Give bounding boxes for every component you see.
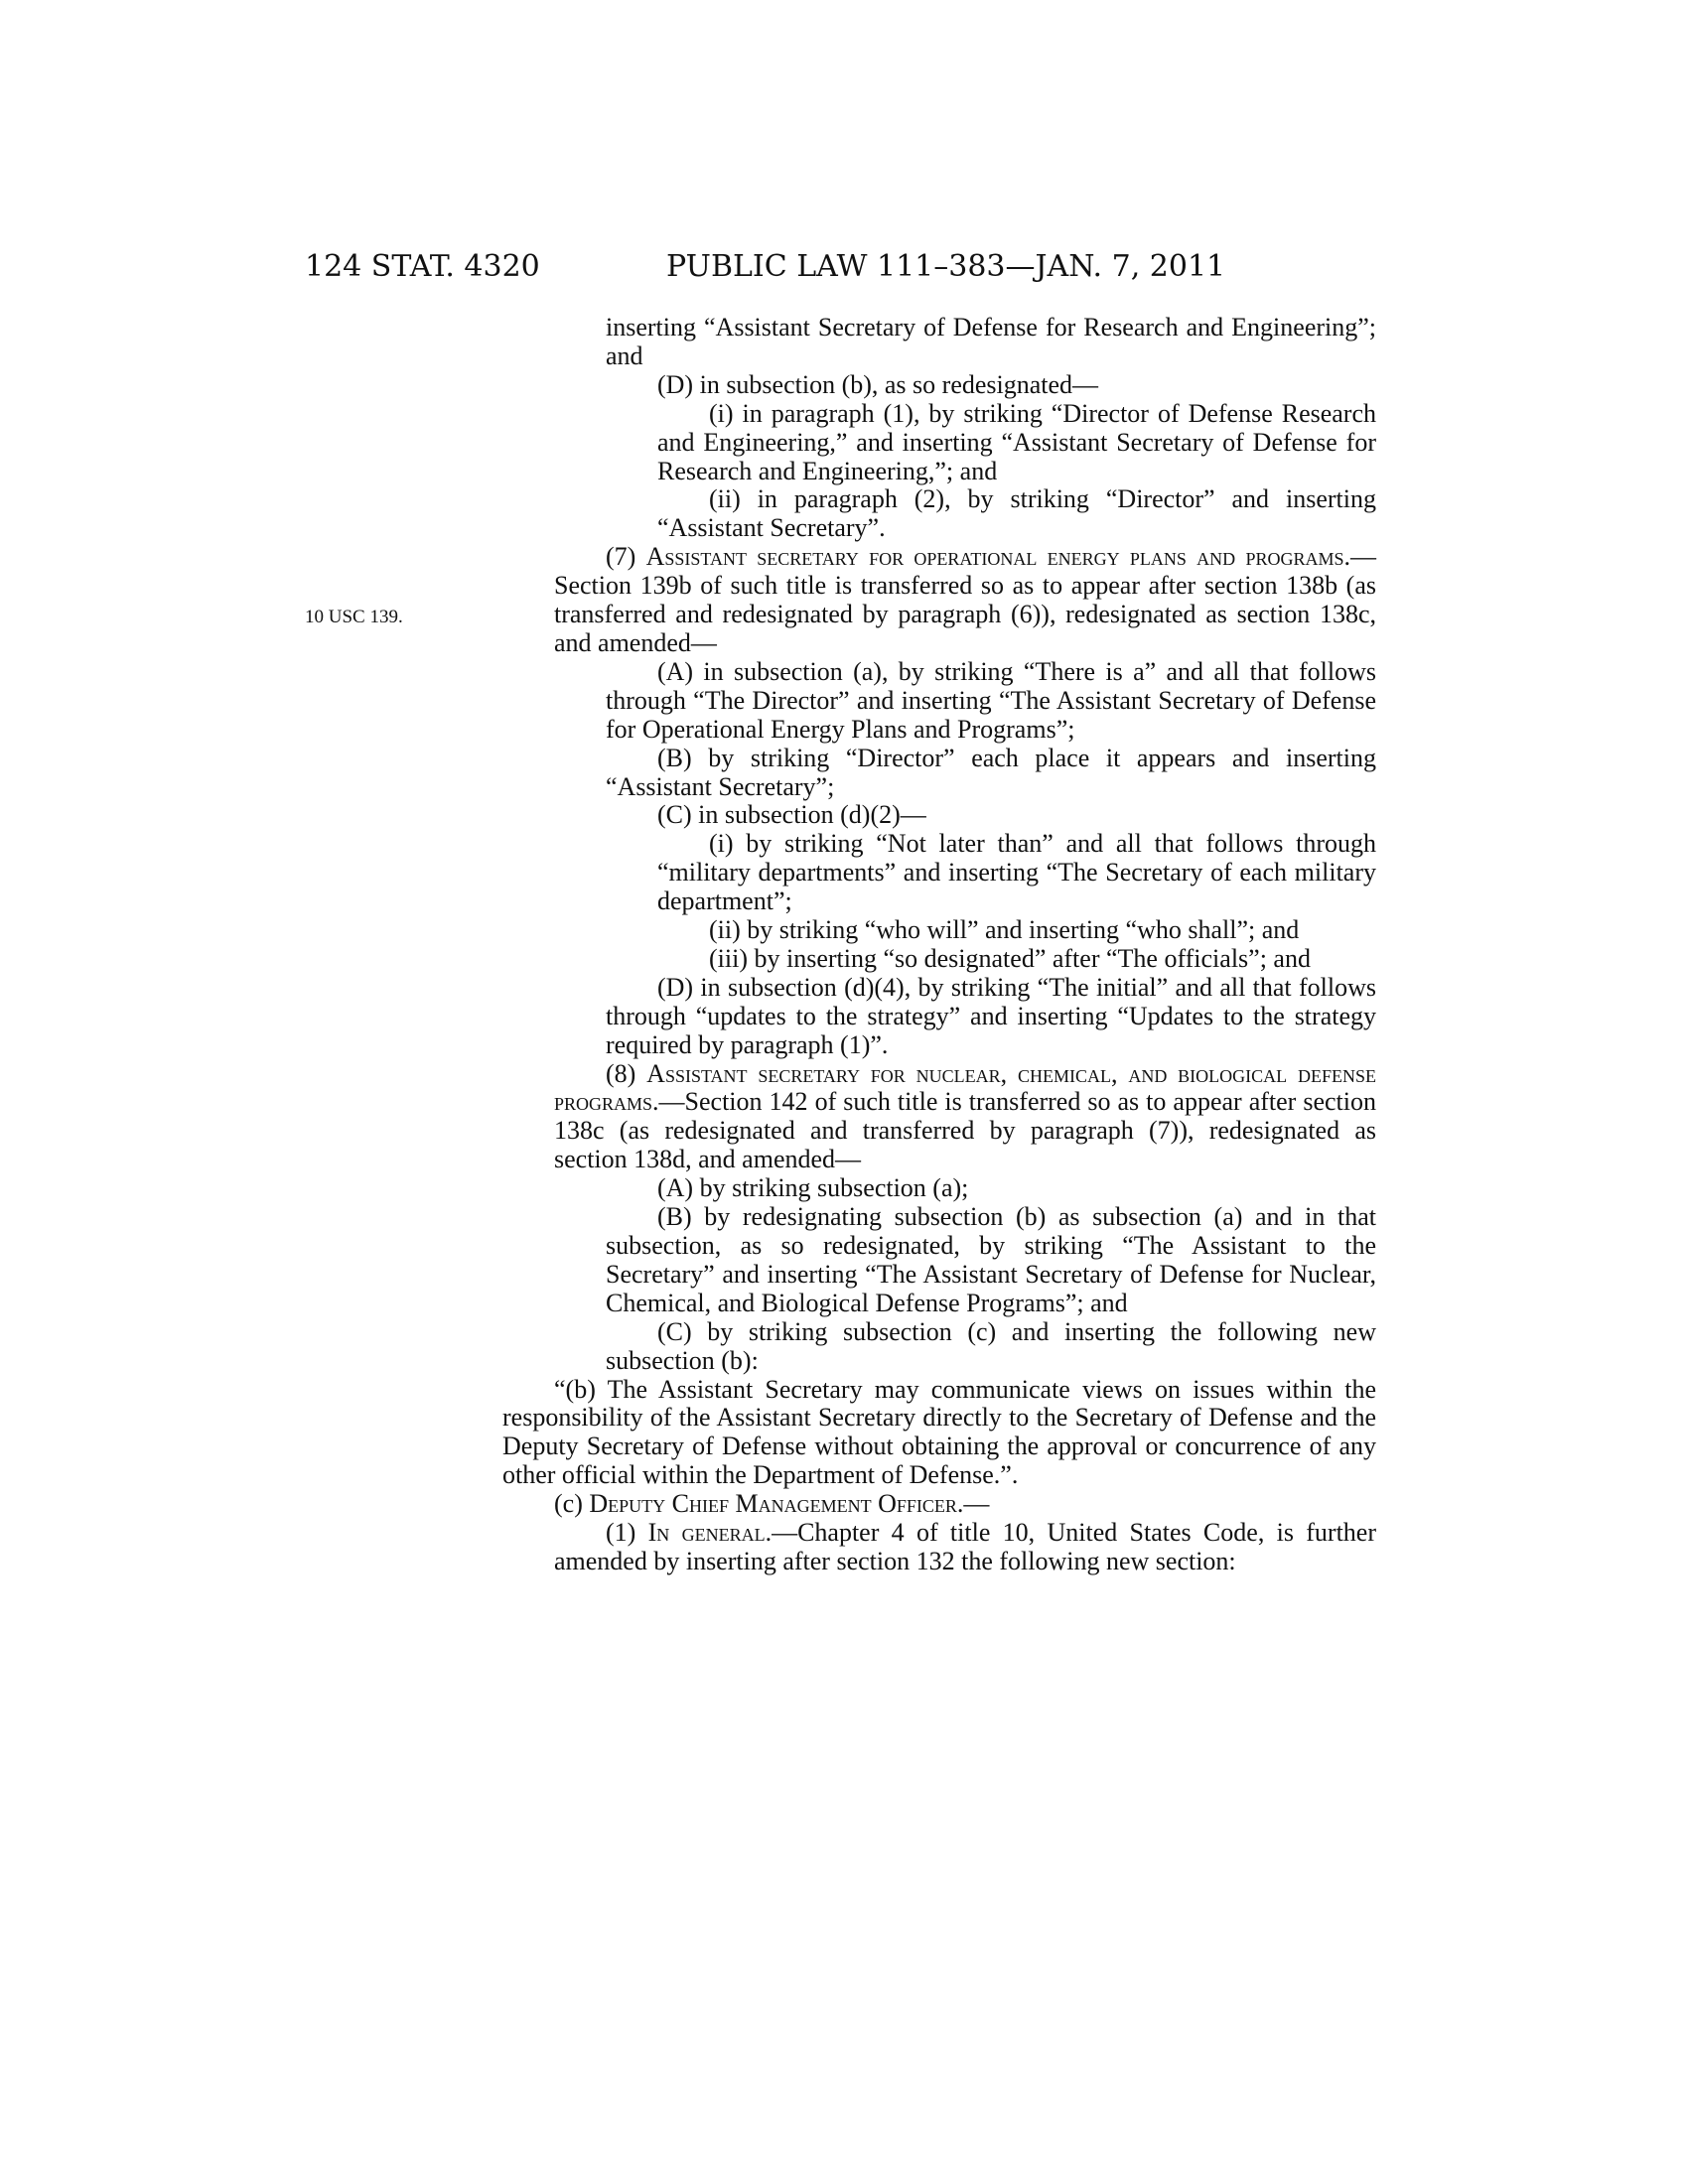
paragraph-number: (c) [554, 1489, 590, 1519]
paragraph: (A) by striking subsection (a); [657, 1173, 969, 1203]
paragraph-text: .—Chapter 4 of title 10, United States Code, is further amended by inserting after section 132 the following new section: [554, 1518, 1376, 1575]
paragraph: (i) by striking “Not later than” and all that follows through “military departments” and inserting “The Secretary of each military department”; [657, 829, 1376, 916]
paragraph-text: .— [956, 1489, 990, 1519]
paragraph-heading: Deputy Chief Management Officer [589, 1489, 957, 1519]
paragraph: (D) in subsection (d)(4), by striking “The initial” and all that follows through “updates to the strategy” and inserting “Updates to the strategy required by paragraph (1)”. [606, 972, 1376, 1059]
margin-citation: 10 USC 139. [305, 607, 403, 627]
paragraph-7 [502, 543, 1376, 658]
paragraph: inserting “Assistant Secretary of Defense for Research and Engineering”; and [606, 313, 1376, 370]
paragraph: (ii) in paragraph (2), by striking “Director” and inserting “Assistant Secretary”. [657, 484, 1376, 543]
paragraph-heading: Assistant secretary for operational energy plans and programs [645, 542, 1344, 572]
paragraph-number: (1) [606, 1518, 648, 1548]
paragraph-text: .—Section 142 of such title is transferred so as to appear after section 138c (as redesignated and transferred by paragraph (7)), redesignated as section 138d, and amended— [554, 1087, 1376, 1174]
subsection-c [502, 1490, 1376, 1519]
paragraph-heading: Assistant secretary for nuclear, chemical, and biological defense programs [554, 1058, 1376, 1117]
public-law-header: PUBLIC LAW 111–383—JAN. 7, 2011 [666, 249, 1226, 284]
statute-page-number: 124 STAT. 4320 [305, 249, 540, 284]
quoted-subsection: “(b) The Assistant Secretary may communicate views on issues within the responsibility of the Assistant Secretary directly to the Secretary of Defense and the Deputy Secretary of Defense without obtaining the approval or concurrence of any other official within the Department of Defense.”. [502, 1374, 1376, 1490]
paragraph-heading: In general [647, 1518, 766, 1548]
paragraph: (iii) by inserting “so designated” after “The officials”; and [709, 943, 1311, 973]
paragraph: (A) in subsection (a), by striking “There is a” and all that follows through “The Director” and inserting “The Assistant Secretary of Defense for Operational Energy Plans and Programs”; [606, 656, 1376, 744]
paragraph-1 [502, 1519, 1376, 1576]
paragraph: (i) in paragraph (1), by striking “Director of Defense Research and Engineering,” and inserting “Assistant Secretary of Defense for Research and Engineering,”; and [657, 398, 1376, 485]
paragraph: (ii) by striking “who will” and inserting “who shall”; and [709, 915, 1300, 945]
paragraph-number: (7) [606, 542, 646, 572]
paragraph-text: .—Section 139b of such title is transferred so as to appear after section 138b (as transferred and redesignated by paragraph (6)), redesignated as section 138c, and amended— [554, 542, 1376, 657]
paragraph: (C) in subsection (d)(2)— [657, 800, 926, 830]
statute-body [502, 314, 1376, 1576]
paragraph: (B) by redesignating subsection (b) as subsection (a) and in that subsection, as so redesignated, by striking “The Assistant to the Secretary” and inserting “The Assistant Secretary of Defense for Nuclear, Chemical, and Biological Defense Programs”; and [606, 1202, 1376, 1317]
paragraph-8 [502, 1060, 1376, 1175]
paragraph-number: (8) [606, 1058, 647, 1088]
paragraph: (B) by striking “Director” each place it appears and inserting “Assistant Secretary”; [606, 743, 1376, 801]
paragraph: (D) in subsection (b), as so redesignated— [657, 369, 1099, 399]
paragraph: (C) by striking subsection (c) and inserting the following new subsection (b): [606, 1316, 1376, 1375]
